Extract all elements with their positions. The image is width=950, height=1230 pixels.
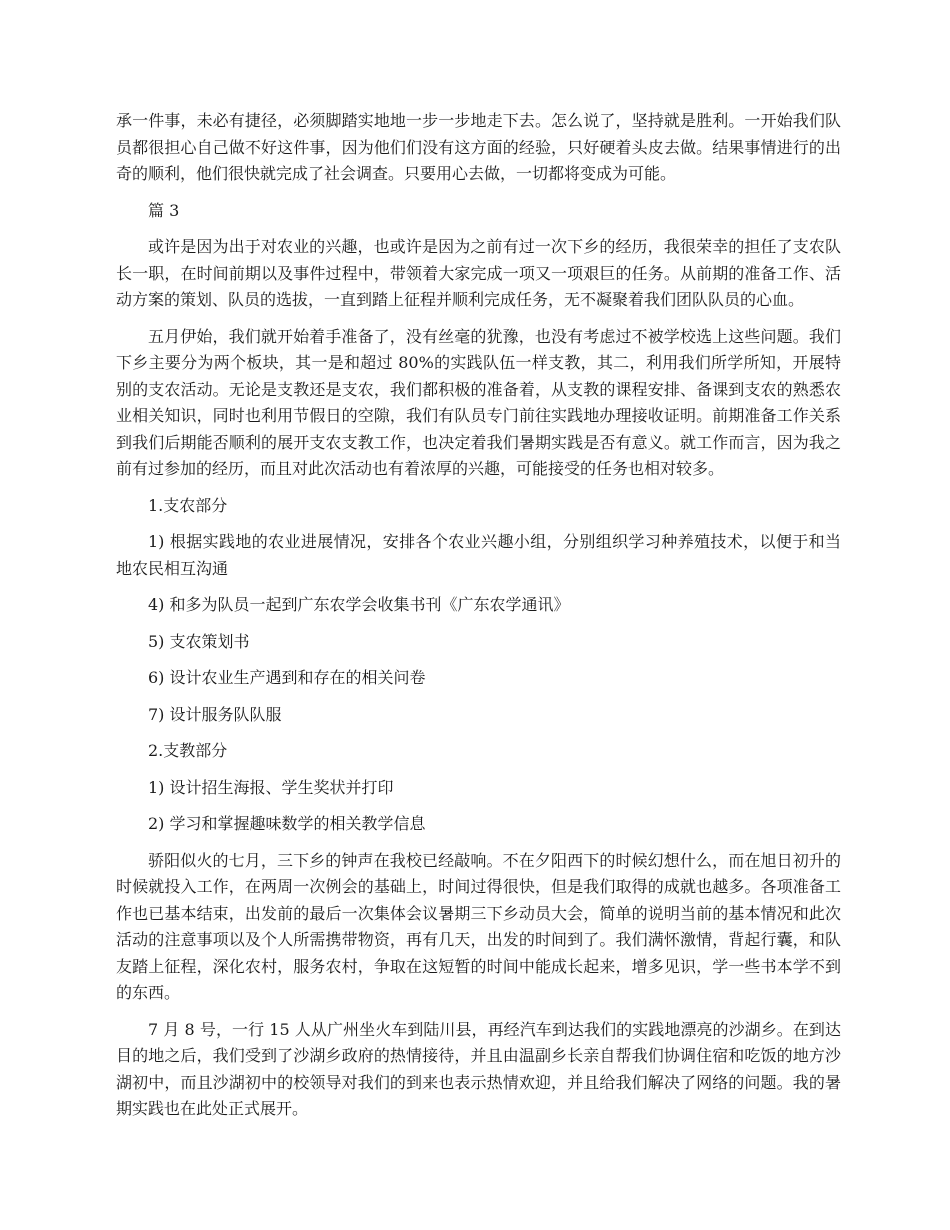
list-item: 2) 学习和掌握趣味数学的相关教学信息 [148, 814, 426, 833]
paragraph: 五月伊始，我们就开始着手准备了，没有丝毫的犹豫，也没有考虑过不被学校选上这些问题。我们下乡主要分为两个板块，其一是和超过 80%的实践队伍一样支教，其二，利用我们所学所知，开展特别的支农活动。无论是支教还是支农，我们都积极的准备着，从支教的课程安排、备课到支农的熟悉农业相关知识，同时也利用节假日的空隙，我们有队员专门前往实践地办理接收证明。前期准备工作关系到我们后期能否顺利的展开支农支教工作，也决定着我们暑期实践是否有意义。就工作而言，因为我之前有过参加的经历，而且对此次活动也有着浓厚的兴趣，可能接受的任务也相对较多。 [116, 326, 841, 478]
list-item: 7) 设计服务队队服 [148, 704, 282, 724]
list-item: 1) 设计招生海报、学生奖状并打印 [148, 777, 394, 797]
list-item: 4) 和多为队员一起到广东农学会收集书刊《广东农学通讯》 [148, 595, 570, 614]
list-item: 1) 根据实践地的农业进展情况，安排各个农业兴趣小组，分别组织学习种养殖技术，以便于和当地农民相互沟通 [116, 532, 841, 578]
subsection-heading: 1.支农部分 [148, 495, 228, 515]
list-item: 5) 支农策划书 [148, 631, 250, 651]
subsection-heading: 2.支教部分 [148, 741, 228, 760]
paragraph: 骄阳似火的七月，三下乡的钟声在我校已经敲响。不在夕阳西下的时候幻想什么，而在旭日初升的时候就投入工作，在两周一次例会的基础上，时间过得很快，但是我们取得的成就也越多。各项准备工作也已基本结束，出发前的最后一次集体会议暑期三下乡动员大会，简单的说明当前的基本情况和此次活动的注意事项以及个人所需携带物资，再有几天，出发的时间到了。我们满怀激情，背起行囊，和队友踏上征程，深化农村，服务农村，争取在这短暂的时间中能成长起来，增多见识，学一些书本学不到的东西。 [116, 850, 841, 1002]
paragraph-intro: 承一件事，未必有捷径，必须脚踏实地地一步一步地走下去。怎么说了，坚持就是胜利。一开始我们队员都很担心自己做不好这件事，因为他们们没有这方面的经验，只好硬着头皮去做。结果事情进行的出奇的顺利，他们很快就完成了社会调查。只要用心去做，一切都将变成为可能。 [116, 111, 841, 183]
paragraph: 或许是因为出于对农业的兴趣，也或许是因为之前有过一次下乡的经历，我很荣幸的担任了支农队长一职，在时间前期以及事件过程中，带领着大家完成一项又一项艰巨的任务。从前期的准备工作、活动方案的策划、队员的选拔，一直到踏上征程并顺利完成任务，无不凝聚着我们团队队员的心血。 [116, 237, 841, 309]
section-heading: 篇 3 [148, 200, 180, 220]
document-body [116, 108, 841, 1133]
list-item: 6) 设计农业生产遇到和存在的相关问卷 [148, 668, 426, 687]
paragraph: 7 月 8 号，一行 15 人从广州坐火车到陆川县，再经汽车到达我们的实践地漂亮的沙湖乡。在到达目的地之后，我们受到了沙湖乡政府的热情接待，并且由温副乡长亲自帮我们协调住宿和吃饭的地方沙湖初中，而且沙湖初中的校领导对我们的到来也表示热情欢迎，并且给我们解决了网络的问题。我的暑期实践也在此处正式展开。 [116, 1019, 841, 1118]
